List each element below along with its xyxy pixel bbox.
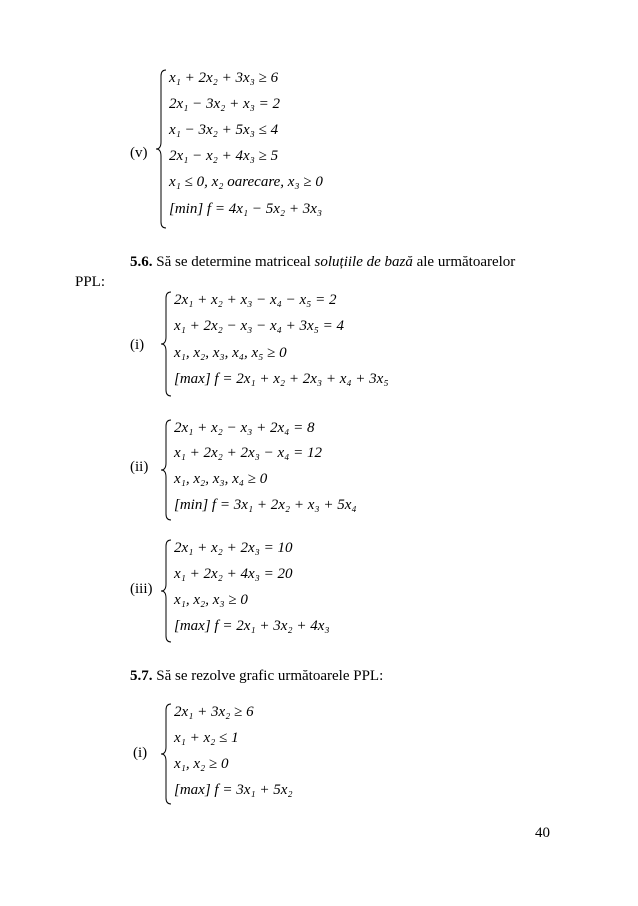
section-5-7-heading xyxy=(130,668,383,685)
section-number: 5.7. xyxy=(130,668,153,684)
brace-icon xyxy=(160,538,172,644)
constraint-line: x₁ + 2x₂ + 4x₃ = 20 xyxy=(174,566,293,582)
constraint-line: 2x₁ − x₂ + 4x₃ ≥ 5 xyxy=(169,148,279,164)
system-v xyxy=(155,68,455,230)
section-number: 5.6. xyxy=(130,254,153,270)
objective-line: [max] f = 2x₁ + x₂ + 2x₃ + x₄ + 3x₅ xyxy=(174,371,389,387)
constraint-line: 2x₁ + x₂ + x₃ − x₄ − x₅ = 2 xyxy=(174,292,337,308)
constraint-line: x₁, x₂, x₃, x₄, x₅ ≥ 0 xyxy=(174,345,287,361)
constraint-line: x₁ − 3x₂ + 5x₃ ≤ 4 xyxy=(169,122,279,138)
brace-icon xyxy=(160,702,172,806)
section-5-6-continuation: PPL: xyxy=(75,274,106,290)
constraint-line: x₁ + x₂ ≤ 1 xyxy=(174,730,239,746)
objective-line: [min] f = 3x₁ + 2x₂ + x₃ + 5x₄ xyxy=(174,497,357,513)
system-label-ii: (ii) xyxy=(130,459,149,475)
objective-line: [min] f = 4x₁ − 5x₂ + 3x₃ xyxy=(169,201,323,217)
system-label-i: (i) xyxy=(130,337,145,353)
section-emphasis: soluțiile de bază xyxy=(314,254,413,270)
objective-line: [max] f = 2x₁ + 3x₂ + 4x₃ xyxy=(174,618,330,634)
objective-line: [max] f = 3x₁ + 5x₂ xyxy=(174,782,293,798)
constraint-line: x₁ + 2x₂ + 3x₃ ≥ 6 xyxy=(169,70,279,86)
constraint-line: 2x₁ + 3x₂ ≥ 6 xyxy=(174,704,254,720)
constraint-line: x₁ + 2x₂ + 2x₃ − x₄ = 12 xyxy=(174,445,322,461)
system-ii xyxy=(160,418,460,522)
page-number: 40 xyxy=(535,825,550,841)
system-i xyxy=(160,290,460,398)
brace-icon xyxy=(155,68,167,230)
system-label-i-graphic: (i) xyxy=(133,745,148,761)
brace-icon xyxy=(160,290,172,398)
system-5-7-i xyxy=(160,702,420,806)
constraint-line: 2x₁ + x₂ − x₃ + 2x₄ = 8 xyxy=(174,420,315,436)
constraint-line: 2x₁ + x₂ + 2x₃ = 10 xyxy=(174,540,293,556)
section-text: Să se rezolve grafic următoarele PPL: xyxy=(152,668,384,684)
section-5-6-heading xyxy=(130,254,515,271)
system-iii xyxy=(160,538,460,644)
system-label-iii: (iii) xyxy=(130,581,153,597)
section-text: ale următoarelor xyxy=(412,254,516,270)
constraint-line: x₁, x₂ ≥ 0 xyxy=(174,756,229,772)
constraint-line: x₁ + 2x₂ − x₃ − x₄ + 3x₅ = 4 xyxy=(174,318,344,334)
constraint-line: x₁, x₂, x₃ ≥ 0 xyxy=(174,592,248,608)
system-label-v: (v) xyxy=(130,145,148,161)
brace-icon xyxy=(160,418,172,522)
constraint-line: x₁, x₂, x₃, x₄ ≥ 0 xyxy=(174,471,268,487)
section-text: Să se determine matriceal xyxy=(152,254,315,270)
constraint-line: x₁ ≤ 0, x₂ oarecare, x₃ ≥ 0 xyxy=(169,174,323,190)
constraint-line: 2x₁ − 3x₂ + x₃ = 2 xyxy=(169,96,280,112)
